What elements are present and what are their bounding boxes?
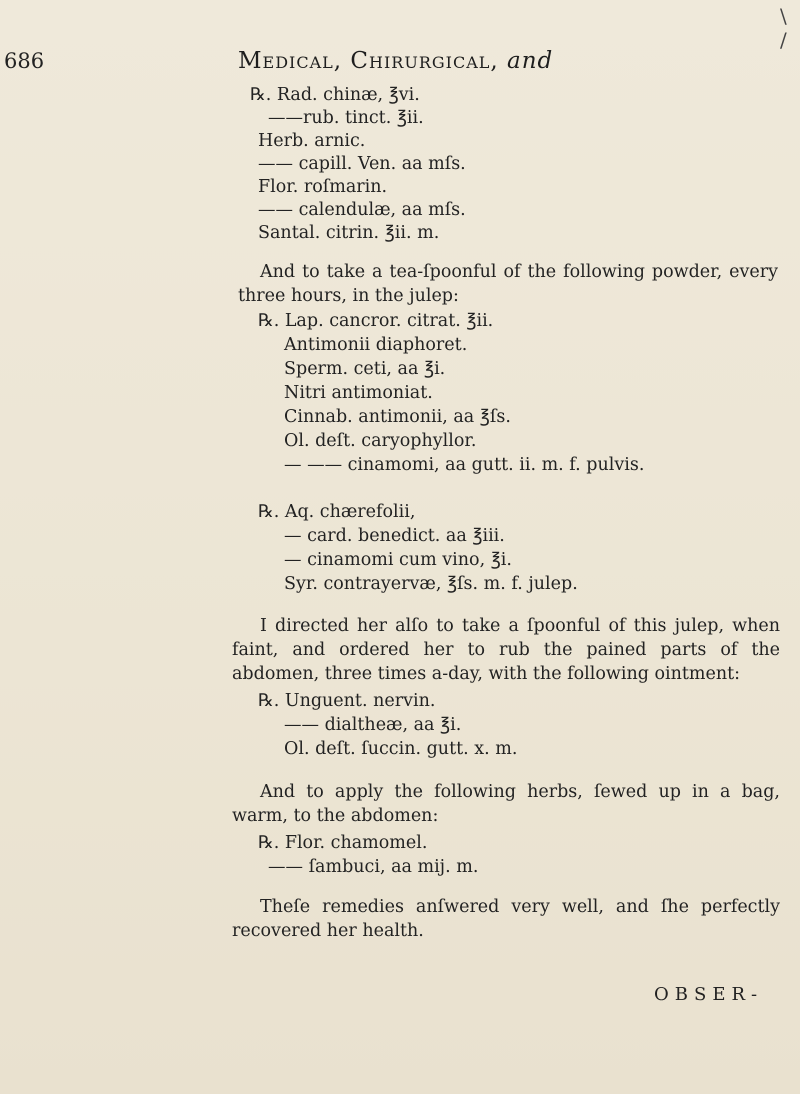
- running-head-italic: and: [507, 48, 554, 74]
- recipe-line: ——rub. tinct. ℥ii.: [268, 108, 424, 128]
- recipe-line: ℞. Lap. cancror. citrat. ℥ii.: [258, 311, 494, 331]
- recipe-line: —— dialtheæ, aa ℥i.: [284, 715, 462, 735]
- corner-mark: \ /: [780, 4, 787, 52]
- recipe-line: Santal. citrin. ℥ii. m.: [258, 223, 440, 243]
- recipe-line: — cinamomi cum vino, ℥i.: [284, 550, 512, 570]
- recipe-line: Antimonii diaphoret.: [284, 335, 468, 355]
- recipe-line: ℞. Rad. chinæ, ℥vi.: [250, 85, 420, 105]
- recipe-line: —— capill. Ven. aa mſs.: [258, 154, 466, 174]
- recipe-line: Syr. contrayervæ, ℥ſs. m. f. julep.: [284, 574, 578, 594]
- paragraph: And to take a tea-ſpoonful of the following powder, every three hours, in the julep:: [238, 262, 778, 306]
- recipe-line: — card. benedict. aa ℥iii.: [284, 526, 505, 546]
- recipe-line: Flor. roſmarin.: [258, 177, 388, 197]
- recipe-line: Ol. deſt. caryophyllor.: [284, 431, 477, 451]
- recipe-line: Cinnab. antimonii, aa ℥ſs.: [284, 407, 511, 427]
- recipe-line: Herb. arnic.: [258, 131, 366, 151]
- recipe-line: —— calendulæ, aa mſs.: [258, 200, 466, 220]
- paragraph: I directed her alſo to take a ſpoonful of this julep, when faint, and ordered her to rub the pained parts of the abdomen, three times a-day, with the following ointment:: [232, 616, 780, 684]
- recipe-line: —— ſambuci, aa mij. m.: [268, 857, 479, 877]
- paragraph: Theſe remedies anſwered very well, and ſhe perfectly recovered her health.: [232, 897, 780, 941]
- page-number: 686: [4, 49, 45, 73]
- running-head: [238, 48, 553, 74]
- paragraph: And to apply the following herbs, ſewed up in a bag, warm, to the abdomen:: [232, 782, 780, 826]
- recipe-line: — —— cinamomi, aa gutt. ii. m. f. pulvis.: [284, 455, 645, 475]
- recipe-line: Sperm. ceti, aa ℥i.: [284, 359, 446, 379]
- recipe-line: ℞. Flor. chamomel.: [258, 833, 428, 853]
- catchword: OBSER-: [654, 984, 764, 1005]
- recipe-line: Nitri antimoniat.: [284, 383, 433, 403]
- recipe-line: Ol. deſt. ſuccin. gutt. x. m.: [284, 739, 518, 759]
- running-head-title: Medical, Chirurgical,: [238, 48, 499, 74]
- recipe-line: ℞. Aq. chærefolii,: [258, 502, 416, 522]
- recipe-line: ℞. Unguent. nervin.: [258, 691, 436, 711]
